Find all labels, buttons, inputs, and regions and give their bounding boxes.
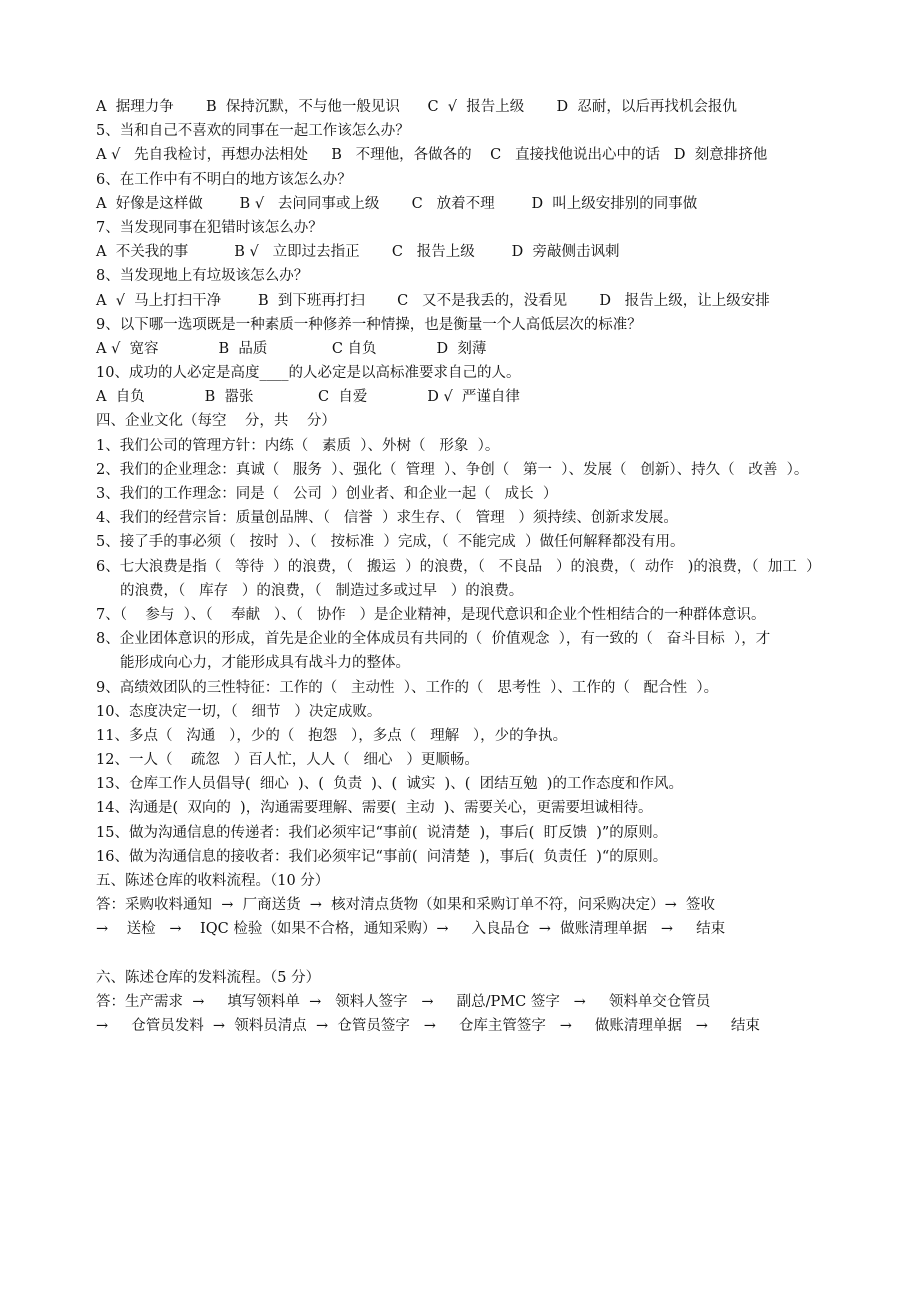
culture-item-2: 2、我们的企业理念：真诚（ 服务 ）、强化（ 管理 ）、争创（ 第一 ）、发展（ 创新）、持久（ 改善 ）。 (96, 461, 809, 478)
q7-options: A 不关我的事 B √ 立即过去指正 C 报告上级 D 旁敲侧击讽刺 (96, 244, 620, 261)
section-5-heading: 五、陈述仓库的收料流程。（10 分） (96, 873, 330, 889)
q8-question: 8、当发现地上有垃圾该怎么办？ (96, 268, 309, 285)
culture-item-11: 11、多点（ 沟通 ），少的（ 抱怨 ），多点（ 理解 ），少的争执。 (96, 727, 568, 744)
culture-item-16: 16、做为沟通信息的接收者：我们必须牢记“事前( 问清楚 )，事后( 负责任 )“的原则。 (96, 848, 668, 865)
culture-item-4: 4、我们的经营宗旨：质量创品牌、（ 信誉 ）求生存、（ 管理 ）须持续、创新求发展。 (96, 510, 678, 527)
culture-item-7: 7、（ 参与 ）、（ 奉献 ）、（ 协作 ）是企业精神，是现代意识和企业个性相结合的一种群体意识。 (96, 606, 766, 623)
culture-item-1: 1、我们公司的管理方针：内练（ 素质 ）、外树（ 形象 ）。 (96, 437, 500, 454)
receiving-flow-line-2: → 送检 → IQC 检验（如果不合格，通知采购）→ 入良品仓 → 做账清理单据 → 结束 (96, 921, 726, 938)
culture-item-5: 5、接了手的事必须（ 按时 ）、（ 按标准 ）完成，（ 不能完成 ）做任何解释都没有用。 (96, 534, 685, 551)
culture-item-13: 13、仓库工作人员倡导( 细心 )、( 负责 )、( 诚实 )、( 团结互勉 )的工作态度和作风。 (96, 776, 683, 793)
q6-options: A 好像是这样做 B √ 去问同事或上级 C 放着不理 D 叫上级安排别的同事做 (96, 195, 698, 212)
culture-item-9: 9、高绩效团队的三性特征：工作的（ 主动性 ）、工作的（ 思考性 ）、工作的（ 配合性 ）。 (96, 679, 719, 696)
q9-options: A √ 宽容 B 品质 C 自负 D 刻薄 (96, 340, 487, 357)
culture-item-8-cont: 能形成向心力，才能形成具有战斗力的整体。 (120, 655, 410, 672)
q10-question: 10、成功的人必定是高度____的人必定是以高标准要求自己的人。 (96, 365, 521, 382)
q6-question: 6、在工作中有不明白的地方该怎么办？ (96, 171, 352, 188)
culture-item-15: 15、做为沟通信息的传递者：我们必须牢记“事前( 说清楚 )，事后( 盯反馈 )”的原则。 (96, 824, 668, 841)
q5-question: 5、当和自己不喜欢的同事在一起工作该怎么办？ (96, 123, 410, 140)
section-6-heading: 六、陈述仓库的发料流程。（5 分） (96, 969, 321, 986)
blank-line (96, 942, 856, 966)
section-4-heading: 四、企业文化（每空 分，共 分） (96, 413, 336, 430)
q8-options: A √ 马上打扫干净 B 到下班再打扫 C 又不是我丢的，没看见 D 报告上级，让上级安排 (96, 292, 770, 309)
q10-options: A 自负 B 嚣张 C 自爱 D √ 严谨自律 (96, 389, 520, 406)
culture-item-6: 6、七大浪费是指（ 等待 ）的浪费，（ 搬运 ）的浪费，（ 不良品 ）的浪费，（ 动作 )的浪费，（ 加工 ） (96, 558, 821, 575)
culture-item-6-cont: 的浪费，（ 库存 ）的浪费，（ 制造过多或过早 ）的浪费。 (120, 582, 524, 599)
q9-question: 9、以下哪一选项既是一种素质一种修养一种情操，也是衡量一个人高低层次的标准？ (96, 316, 642, 333)
q7-question: 7、当发现同事在犯错时该怎么办？ (96, 219, 323, 236)
culture-item-3: 3、我们的工作理念：同是（ 公司 ）创业者、和企业一起（ 成长 ） (96, 486, 558, 502)
culture-item-14: 14、沟通是( 双向的 )，沟通需要理解、需要( 主动 )、需要关心，更需要坦诚相待。 (96, 800, 653, 817)
document-body (96, 95, 856, 1038)
issuing-flow-line-2: → 仓管员发料 → 领料员清点 → 仓管员签字 → 仓库主管签字 → 做账清理单据 → 结束 (96, 1018, 760, 1035)
culture-item-10: 10、态度决定一切，（ 细节 ）决定成败。 (96, 703, 382, 720)
culture-item-8: 8、企业团体意识的形成，首先是企业的全体成员有共同的（ 价值观念 ），有一致的（ 奋斗目标 ），才 (96, 631, 771, 648)
receiving-flow-line-1: 答：采购收料通知 → 厂商送货 → 核对清点货物（如果和采购订单不符，问采购决定）→ 签收 (96, 897, 716, 914)
q4-options: A 据理力争 B 保持沉默，不与他一般见识 C √ 报告上级 D 忍耐，以后再找机会报仇 (96, 99, 737, 115)
q5-options: A √ 先自我检讨，再想办法相处 B 不理他，各做各的 C 直接找他说出心中的话 D 刻意排挤他 (96, 147, 768, 164)
issuing-flow-line-1: 答：生产需求 → 填写领料单 → 领料人签字 → 副总/PMC 签字 → 领料单交仓管员 (96, 993, 711, 1010)
culture-item-12: 12、一人（ 疏忽 ）百人忙，人人（ 细心 ）更顺畅。 (96, 752, 479, 769)
